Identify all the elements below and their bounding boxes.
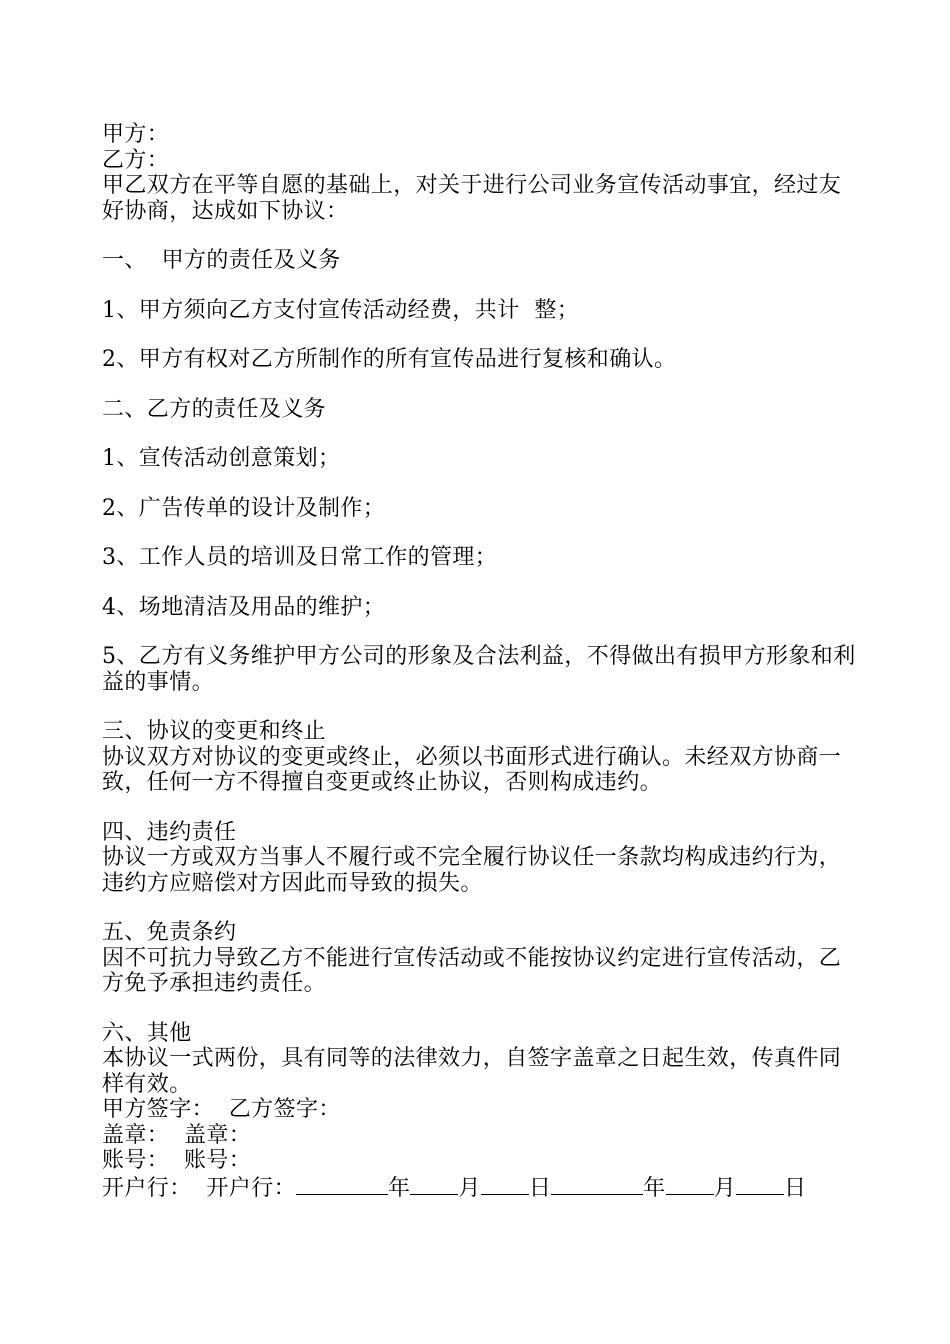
intro-paragraph: 甲乙双方在平等自愿的基础上，对关于进行公司业务宣传活动事宜，经过友好协商，达成如下协议： [102,173,842,224]
section4-heading: 四、违约责任 [102,819,237,845]
section5-heading: 五、免责条约 [102,920,237,945]
year-label: 年 [643,1175,666,1201]
bank-label: 开户行： 开户行： [102,1175,296,1201]
section2-item-4: 4、场地清洁及用品的维护； [102,594,386,620]
bank-date-line [102,1174,862,1202]
party-a-label: 甲方： [102,122,170,147]
date-blank [736,1174,784,1195]
month-label: 月 [713,1175,737,1201]
section2-item-2: 2、广告传单的设计及制作； [102,495,386,521]
section3-body: 协议双方对协议的变更或终止，必须以书面形式进行确认。未经双方协商一致，任何一方不得擅自变更或终止协议，否则构成违约。 [102,744,842,795]
month-label: 月 [458,1175,481,1201]
section1-item-2: 2、甲方有权对乙方所制作的所有宣传品进行复核和确认。 [102,347,677,372]
section2-item-3: 3、工作人员的培训及日常工作的管理； [102,545,498,570]
seal-line: 盖章： 盖章： [102,1122,252,1148]
date-blank [666,1174,714,1195]
date-blank [481,1174,529,1195]
date-blank [551,1174,643,1195]
section3-heading: 三、协议的变更和终止 [102,719,327,744]
section6-heading: 六、其他 [102,1020,192,1046]
day-label: 日 [784,1175,807,1201]
date-blank [410,1174,458,1195]
account-line: 账号： 账号： [102,1148,252,1173]
year-label: 年 [388,1175,411,1201]
signature-line: 甲方签字： 乙方签字： [102,1097,341,1122]
section1-heading: 一、 甲方的责任及义务 [102,248,341,273]
section1-item-1: 1、甲方须向乙方支付宣传活动经费，共计 整； [102,297,580,323]
document-body [102,122,862,1201]
section6-body: 本协议一式两份，具有同等的法律效力，自签字盖章之日起生效，传真件同样有效。 [102,1046,842,1097]
section4-body: 协议一方或双方当事人不履行或不完全履行协议任一条款均构成违约行为，违约方应赔偿对方因此而导致的损失。 [102,845,842,896]
section2-heading: 二、乙方的责任及义务 [102,396,327,422]
section2-item-5: 5、乙方有义务维护甲方公司的形象及合法利益，不得做出有损甲方形象和利益的事情。 [102,644,856,695]
day-label: 日 [528,1175,552,1201]
party-b-label: 乙方： [102,147,170,173]
section2-item-1: 1、宣传活动创意策划； [102,446,341,471]
date-blank [296,1174,388,1195]
section5-body: 因不可抗力导致乙方不能进行宣传活动或不能按协议约定进行宣传活动，乙方免予承担违约责任。 [102,945,842,996]
